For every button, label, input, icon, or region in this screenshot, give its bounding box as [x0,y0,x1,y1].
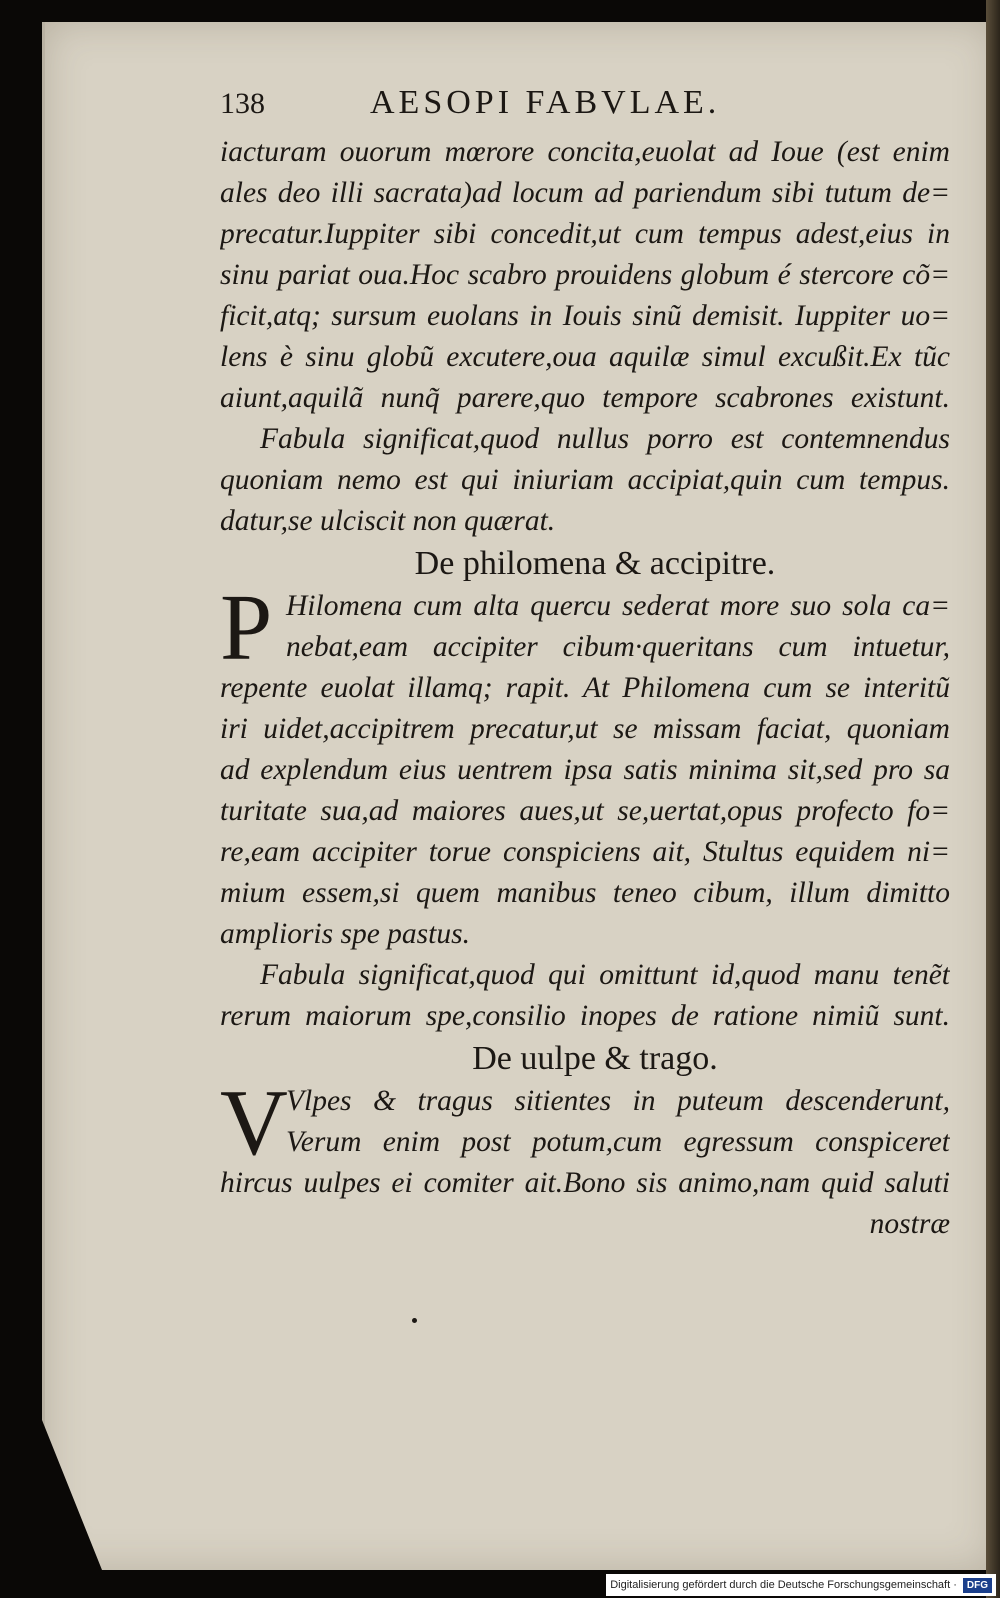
text-line: repente euolat illamq; rapit. At Philomena cum se interitũ [220,672,950,704]
text-line: iacturam ouorum mœrore concita,euolat ad Ioue (est enim [220,136,950,168]
text-line: aiunt,aquilã nunq̃ parere,quo tempore scabrones existunt. [220,382,950,414]
text-line: mium essem,si quem manibus teneo cibum, illum dimitto [220,877,950,909]
dfg-logo: DFG [963,1578,992,1593]
moral-line: quoniam nemo est qui iniuriam accipiat,quin cum tempus. [220,464,950,496]
fable3-body [220,1071,950,1245]
moral-line: datur,se ulciscit non quærat. [220,505,556,537]
footer-text: Digitalisierung gefördert durch die Deutsche Forschungsgemeinschaft · [610,1579,957,1591]
running-header [220,84,950,132]
catchword: nostræ [869,1208,950,1240]
moral-line: Fabula significat,quod qui omittunt id,quod manu tenẽt [260,959,950,991]
ink-dot [412,1318,417,1323]
fable-title: De philomena & accipitre. [414,545,776,582]
page-text [220,84,950,1245]
text-line: sinu pariat oua.Hoc scabro prouidens globum é stercore cõ= [220,259,950,291]
text-line: Hilomena cum alta quercu sederat more suo sola ca= [286,590,950,622]
text-line: turitate sua,ad maiores aues,ut se,uertat,opus profecto fo= [220,795,950,827]
moral-line: Fabula significat,quod nullus porro est contemnendus [260,423,950,455]
text-line: iri uidet,accipitrem precatur,ut se missam faciat, quoniam [220,713,950,745]
text-line: amplioris spe pastus. [220,918,470,950]
text-line: precatur.Iuppiter sibi concedit,ut cum tempus adest,eius in [220,218,950,250]
text-line: lens è sinu globũ excutere,oua aquilæ simul excußit.Ex tũc [220,341,950,373]
digitization-footer [606,1574,996,1596]
running-head-title: AESOPI FABVLAE. [370,84,721,121]
moral-line: rerum maiorum spe,consilio inopes de ratione nimiũ sunt. [220,1000,950,1032]
text-line: nebat,eam accipiter cibum·queritans cum intuetur, [286,631,950,663]
text-line: ad explendum eius uentrem ipsa satis minima sit,sed pro sa [220,754,950,786]
text-line: ficit,atq; sursum euolans in Iouis sinũ demisit. Iuppiter uo= [220,300,950,332]
drop-initial: V [220,1071,288,1175]
text-line: re,eam accipiter torue conspiciens ait, Stultus equidem ni= [220,836,950,868]
fable1-tail [220,132,950,542]
text-line: Vlpes & tragus sitientes in puteum descenderunt, [286,1085,950,1117]
text-line: ales deo illi sacrata)ad locum ad pariendum sibi tutum de= [220,177,950,209]
book-edge [986,0,1000,1598]
folded-corner [42,1420,102,1570]
fable-title: De uulpe & trago. [472,1040,718,1077]
fable2-body [220,576,950,1037]
text-line: Verum enim post potum,cum egressum conspiceret [286,1126,950,1158]
text-line: hircus uulpes ei comiter ait.Bono sis animo,nam quid saluti [220,1167,950,1199]
page-number: 138 [220,87,265,120]
drop-initial: P [220,576,273,680]
